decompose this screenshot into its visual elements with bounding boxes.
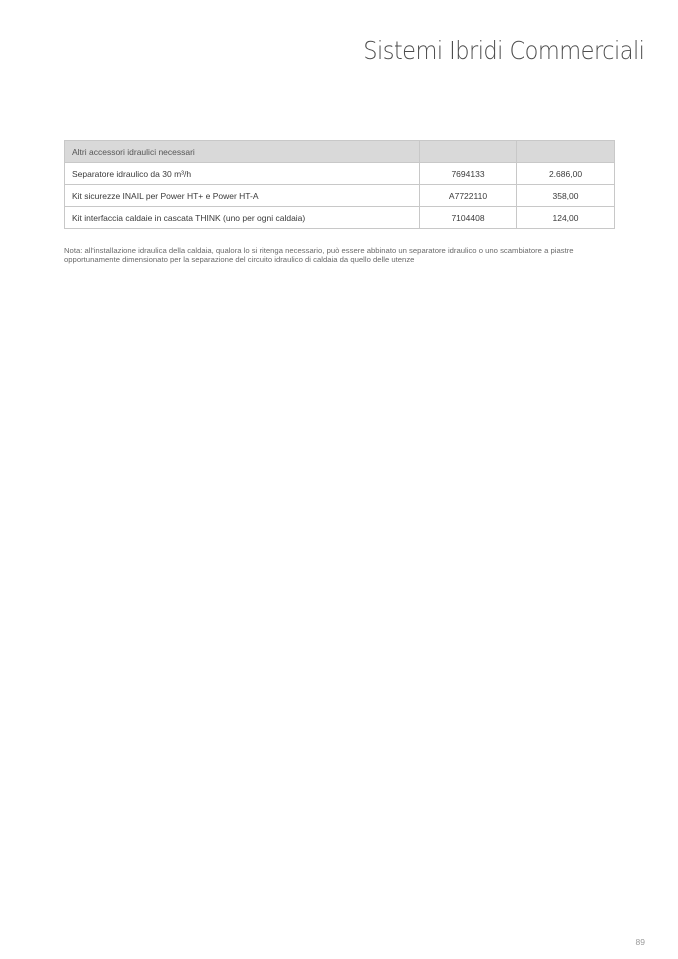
table-header-cell [517, 141, 615, 163]
table-header-cell [420, 141, 517, 163]
code-cell: A7722110 [420, 185, 517, 207]
table-header-row [65, 141, 615, 163]
page-title: Sistemi Ibridi Commerciali [362, 36, 644, 65]
code-cell: 7694133 [420, 163, 517, 185]
table-row [65, 163, 615, 185]
price-cell: 124,00 [517, 207, 615, 229]
page-number: 89 [635, 937, 645, 947]
description-cell: Kit interfaccia caldaie in cascata THINK (uno per ogni caldaia) [65, 207, 420, 229]
description-cell: Separatore idraulico da 30 m³/h [65, 163, 420, 185]
description-cell: Kit sicurezze INAIL per Power HT+ e Power HT-A [65, 185, 420, 207]
table-row [65, 185, 615, 207]
price-cell: 358,00 [517, 185, 615, 207]
table-header-cell: Altri accessori idraulici necessari [65, 141, 420, 163]
accessories-table [64, 140, 615, 229]
price-cell: 2.686,00 [517, 163, 615, 185]
note-text: Nota: all'installazione idraulica della caldaia, qualora lo si ritenga necessario, può essere abbinato un separatore idraulico o uno scambiatore a piastre opportunamente dimensionato per la separazione del circuito idraulico di caldaia da quello delle utenze [64, 246, 574, 264]
table-row [65, 207, 615, 229]
code-cell: 7104408 [420, 207, 517, 229]
